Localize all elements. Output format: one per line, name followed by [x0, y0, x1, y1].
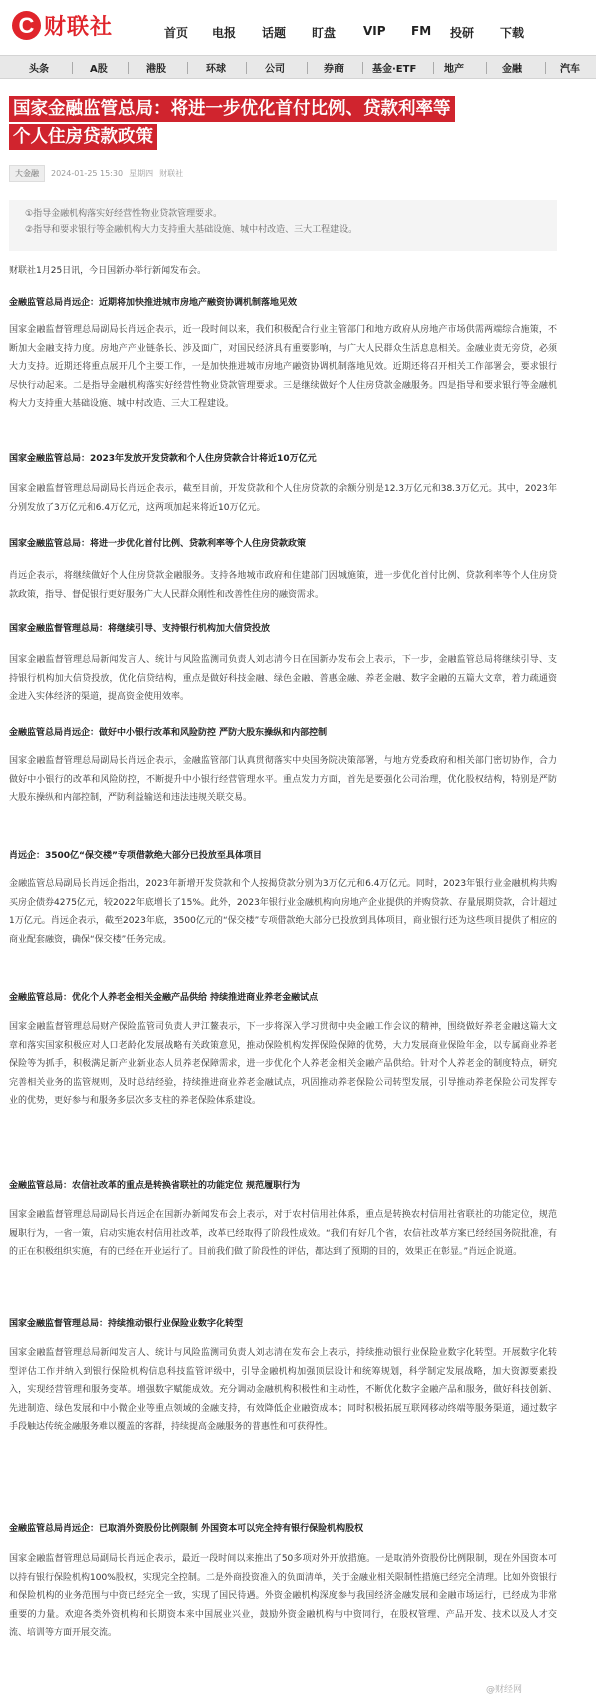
category-global[interactable]: 环球: [206, 64, 226, 75]
category-auto[interactable]: 汽车: [560, 64, 580, 75]
watermark: @财经网: [486, 1685, 523, 1695]
category-finance[interactable]: 金融: [502, 64, 522, 75]
article-section: [9, 1179, 557, 1193]
category-headlines[interactable]: 头条: [29, 64, 49, 75]
article-section-body: [9, 1550, 557, 1643]
section-heading: 金融监管总局肖远企：近期将加快推进城市房地产融资协调机制落地见效: [9, 298, 298, 308]
logo-text: 财联社: [44, 15, 114, 40]
article-paragraph: 金融监管总局副局长肖远企指出，2023年新增开发贷款和个人按揭贷款分别为3万亿元和6.4万亿元。同时，2023年银行业金融机构共购买房企债券4275亿元，较2022年底增长了15%。此外，2023年银行业金融机构向房地产企业提供的并购贷款、存量展期贷款，合计超过1万亿元。肖远企表示，截至2023年底，3500亿元的“保交楼”专项借款绝大部分已投放到具体项目，商业银行还为这些项目提供了相应的商业配套融资，确保“保交楼”任务完成。: [9, 879, 557, 945]
article-section-body: [9, 480, 557, 517]
divider: [545, 62, 546, 74]
article-paragraph: 肖远企表示，将继续做好个人住房贷款金融服务。支持各地城市政府和住建部门因城施策，进一步优化首付比例、贷款利率等个人住房贷款政策，指导、督促银行更好服务广大人民群众刚性和改善性住房的融资需求。: [9, 571, 557, 600]
nav-item-topics[interactable]: 话题: [262, 26, 287, 40]
article-intro: [9, 262, 557, 281]
article-section: [9, 726, 557, 740]
article-paragraph: 国家金融监督管理总局新闻发言人、统计与风险监测司负责人刘志清今日在国新办发布会上表示，下一步，金融监管总局将继续引导、支持银行机构加大信贷投放，优化信贷结构，重点是做好科技金融、绿色金融、普惠金融、养老金融、数字金融的五篇大文章，着力疏通资金进入实体经济的渠道，提高资金使用效率。: [9, 655, 557, 702]
article-paragraph: 财联社1月25日讯，今日国新办举行新闻发布会。: [9, 266, 207, 276]
category-brokers[interactable]: 券商: [324, 64, 344, 75]
nav-item-fm[interactable]: FM: [411, 24, 432, 38]
divider: [187, 62, 188, 74]
category-hk-stocks[interactable]: 港股: [146, 64, 166, 75]
category-a-shares[interactable]: A股: [90, 64, 108, 75]
nav-item-telegraph[interactable]: 电报: [212, 26, 237, 40]
nav-item-home[interactable]: 首页: [164, 26, 189, 40]
publish-weekday: 星期四: [129, 169, 154, 178]
article-section-body: [9, 1206, 557, 1262]
article-summary: [9, 200, 557, 251]
category-funds-etf[interactable]: 基金·ETF: [372, 64, 417, 75]
nav-item-research[interactable]: 投研: [450, 26, 475, 40]
article-section: [9, 452, 557, 466]
divider: [486, 62, 487, 74]
article-section-body: [9, 651, 557, 707]
article-section: [9, 849, 557, 863]
article-section: [9, 622, 557, 636]
section-heading: 国家金融监督管理总局：持续推动银行业保险业数字化转型: [9, 1319, 244, 1329]
article-paragraph: 国家金融监督管理总局财产保险监管司负责人尹江鳌表示，下一步将深入学习贯彻中央金融工作会议的精神，围绕做好养老金融这篇大文章和落实国家积极应对人口老龄化发展战略有关政策意见，推动保险机构发挥保险保障的优势，大力发展商业保险年金，以专属商业养老保险等为抓手，积极满足新产业新业态人员养老保障需求，进一步优化个人养老金相关金融产品供给。针对个人养老金的制度特点，研究完善相关业务的监管规则，及时总结经验，持续推进商业养老金融试点，巩固推动养老保险公司转型发展，引导推动养老保险公司发挥专业的优势，更好参与和服务多层次多支柱的养老保险体系建设。: [9, 1022, 557, 1106]
section-heading: 国家金融监督管理总局：将继续引导、支持银行机构加大信贷投放: [9, 624, 271, 634]
divider: [72, 62, 73, 74]
article-paragraph: 国家金融监督管理总局副局长肖远企表示，最近一段时间以来推出了50多项对外开放措施。一是取消外资股份比例限制，现在外国资本可以持有银行保险机构100%股权，实现完全控制。二是外商投资准入的负面清单，关于金融业相关限制性措施已经完全清理。比如外资银行和保险机构的业务范围与中资已经完全一致，实现了国民待遇。外资金融机构深度参与我国经济金融发展和金融市场运行，已经成为非常重要的力量。欢迎各类外资机构和长期资本来中国展业兴业，鼓励外资金融机构与中资同行，在股权管理、产品开发、技术以及人才交流、培训等方面开展交流。: [9, 1554, 557, 1638]
article-section-body: [9, 567, 557, 604]
article-section-body: [9, 1018, 557, 1111]
article-paragraph: 国家金融监督管理总局新闻发言人、统计与风险监测司负责人刘志清在发布会上表示，持续推动银行业保险业数字化转型。开展数字化转型评估工作并纳入到银行保险机构信息科技监管评级中，引导金融机构加强顶层设计和统筹规划，科学制定发展战略，加大资源要素投入，实现经营管理和服务变革。增强数字赋能成效。充分调动金融机构积极性和主动性，不断优化数字金融产品和服务，做好科技创新、先进制造、绿色发展和中小微企业等重点领域的金融支持，有效降低企业融资成本；同时积极拓展互联网移动终端等服务渠道，通过数字手段触达传统金融服务难以覆盖的客群，持续提高金融服务的普惠性和可获得性。: [9, 1348, 557, 1432]
logo-icon: C: [12, 11, 41, 40]
article-section-body: [9, 875, 557, 949]
publish-datetime: 2024-01-25 15:30: [51, 169, 124, 178]
summary-point: ①指导金融机构落实好经营性物业贷款管理要求。: [25, 209, 223, 219]
article-paragraph: 国家金融监督管理总局副局长肖远企表示，截至目前，开发贷款和个人住房贷款的余额分别是12.3万亿元和38.3万亿元。其中，2023年分别发放了3万亿元和6.4万亿元，这两项加起来将近10万亿元。: [9, 484, 557, 513]
article-source: 财联社: [159, 169, 184, 178]
divider: [307, 62, 308, 74]
section-heading: 金融监管总局：农信社改革的重点是转换省联社的功能定位 规范履职行为: [9, 1181, 301, 1191]
category-companies[interactable]: 公司: [265, 64, 285, 75]
article-section: [9, 537, 557, 551]
section-heading: 肖远企：3500亿“保交楼”专项借款绝大部分已投放至具体项目: [9, 851, 262, 861]
divider: [246, 62, 247, 74]
article-paragraph: 国家金融监督管理总局副局长肖远企在国新办新闻发布会上表示，对于农村信用社体系，重点是转换农村信用社省联社的功能定位，规范履职行为，一省一策，启动实施农村信用社改革，改革已经取得了阶段性成效。“我们有好几个省，农信社改革方案已经经国务院批准，有的正在积极组织实施，有的已经在开业运行了。目前我们做了阶段性的评估，都达到了预期的目的，效果正在彰显。”肖远企说道。: [9, 1210, 557, 1257]
author-badge[interactable]: 大金融: [9, 165, 45, 182]
divider: [128, 62, 129, 74]
article-paragraph: 国家金融监督管理总局副局长肖远企表示，近一段时间以来，我们积极配合行业主管部门和地方政府从房地产市场供需两端综合施策，不断加大金融支持力度。房地产产业链条长、涉及面广，对国民经济具有重要影响，与广大人民群众生活息息相关。金融业责无旁贷，必须大力支持。近期还将重点展开几个主要工作，一是加快推进城市房地产融资协调机制落地见效。近期还将召开相关工作部署会，要求银行尽快行动起来。二是指导金融机构落实好经营性物业贷款管理要求。三是继续做好个人住房贷款金融服务。四是指导和要求银行等金融机构大力支持重大基础设施、城中村改造、三大工程建设。: [9, 325, 557, 409]
article-section-body: [9, 321, 557, 414]
nav-item-vip[interactable]: VIP: [363, 24, 386, 38]
divider: [362, 62, 363, 74]
section-heading: 金融监管总局肖远企：做好中小银行改革和风险防控 严防大股东操纵和内部控制: [9, 728, 328, 738]
divider: [433, 62, 434, 74]
article-meta: [9, 165, 189, 182]
article-section: [9, 296, 557, 310]
article-title: [9, 96, 557, 148]
article-title-line-1: 国家金融监管总局：将进一步优化首付比例、贷款利率等: [9, 96, 455, 122]
section-heading: 国家金融监管总局：将进一步优化首付比例、贷款利率等个人住房贷款政策: [9, 539, 307, 549]
article-title-line-2: 个人住房贷款政策: [9, 124, 157, 150]
category-real-estate[interactable]: 地产: [444, 64, 464, 75]
nav-item-download[interactable]: 下载: [500, 26, 525, 40]
section-heading: 金融监管总局肖远企：已取消外资股份比例限制 外国资本可以完全持有银行保险机构股权: [9, 1524, 364, 1534]
section-heading: 国家金融监管总局：2023年发放开发贷款和个人住房贷款合计将近10万亿元: [9, 454, 317, 464]
site-header: [0, 0, 596, 55]
article-section-body: [9, 752, 557, 808]
nav-item-watch[interactable]: 盯盘: [312, 26, 337, 40]
section-heading: 金融监管总局：优化个人养老金相关金融产品供给 持续推进商业养老金融试点: [9, 993, 319, 1003]
article-paragraph: 国家金融监督管理总局副局长肖远企表示，金融监管部门认真贯彻落实中央国务院决策部署，与地方党委政府和相关部门密切协作，合力做好中小银行的改革和风险防控，不断提升中小银行经营管理水平。重点发力方面，首先是要强化公司治理，优化股权结构，特别是严防大股东操纵和内部控制，严防利益输送和违法违规关联交易。: [9, 756, 557, 803]
article-section: [9, 991, 557, 1005]
summary-point: ②指导和要求银行等金融机构大力支持重大基础设施、城中村改造、三大工程建设。: [25, 225, 358, 235]
article-section: [9, 1522, 557, 1536]
article-section-body: [9, 1344, 557, 1437]
article-section: [9, 1317, 557, 1331]
site-logo[interactable]: [12, 10, 113, 41]
category-bar: [0, 55, 596, 79]
